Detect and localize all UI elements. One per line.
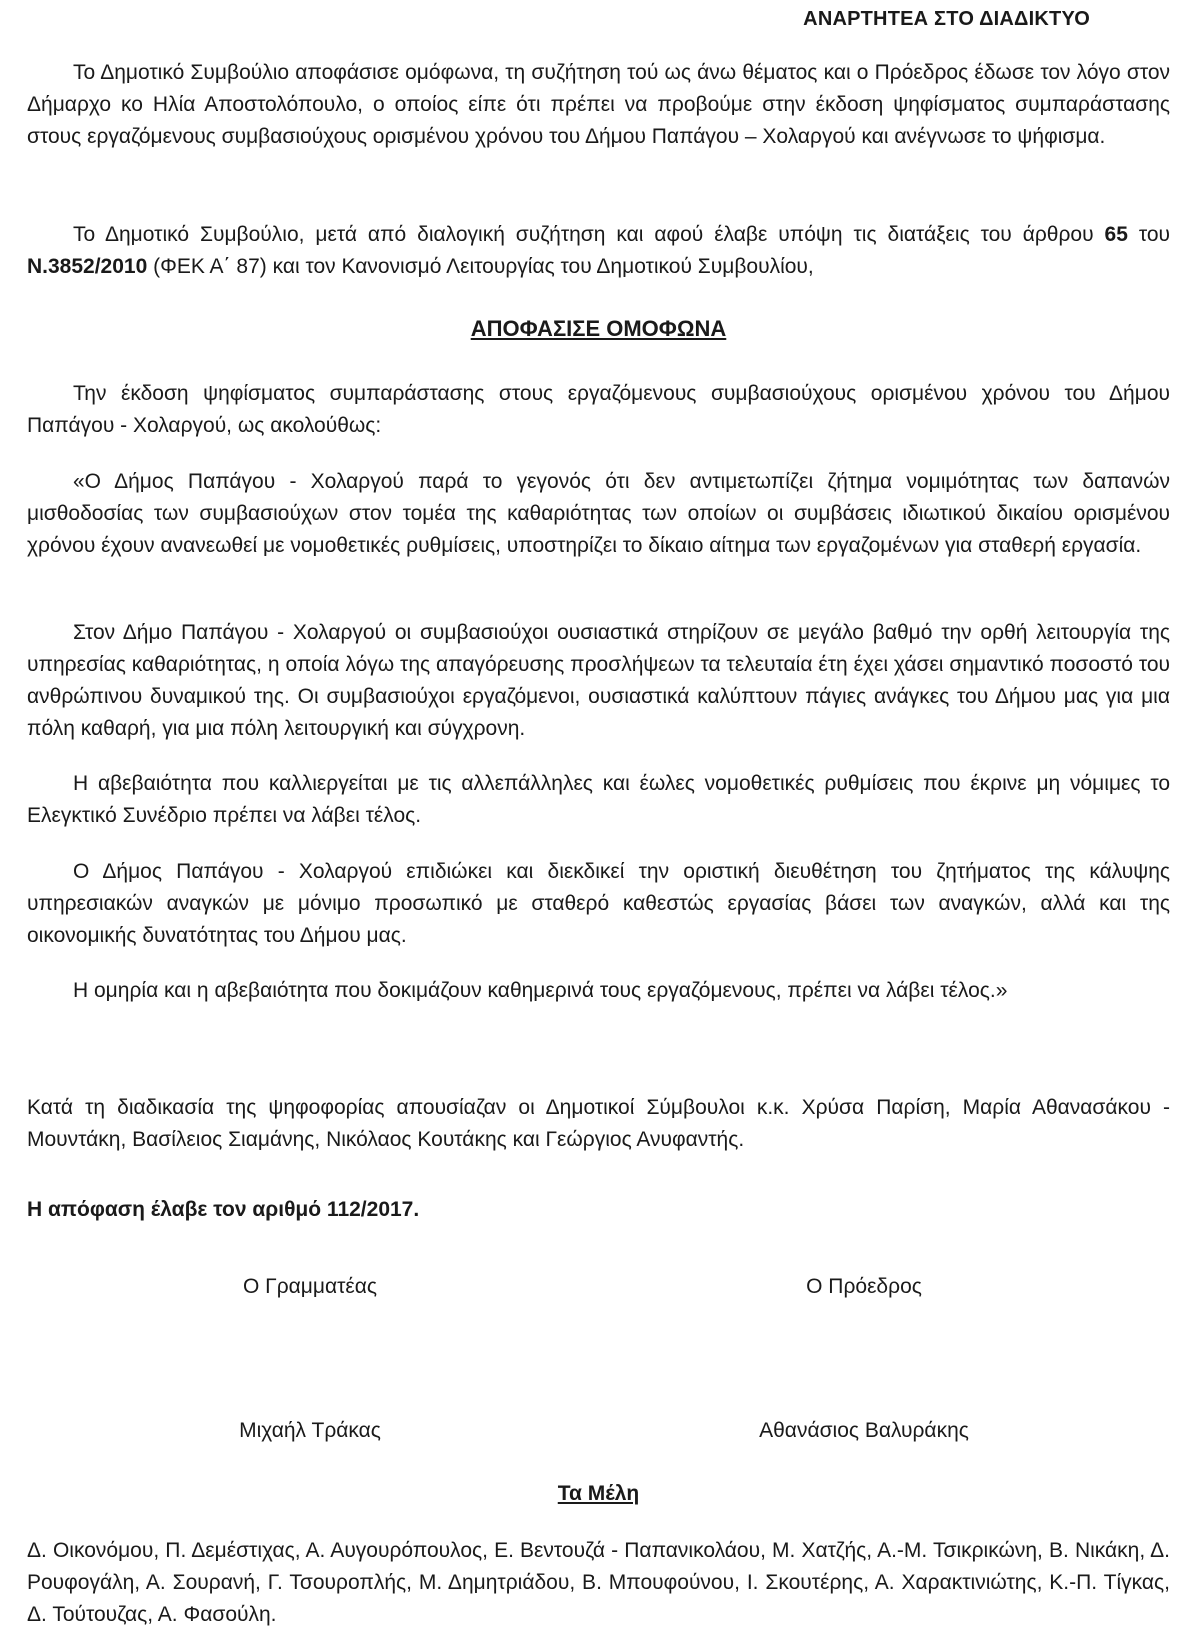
legal-basis-text-c: του	[1127, 223, 1170, 246]
paragraph-resolution-intro: Την έκδοση ψηφίσματος συμπαράστασης στους εργαζόμενους συμβασιούχους ορισμένου χρόνου του Δήμου Παπάγου - Χολαργού, ως ακολούθως:	[27, 382, 1170, 437]
paragraph-resolution-4: Ο Δήμος Παπάγου - Χολαργού επιδιώκει και διεκδικεί την οριστική διευθέτηση του ζητήματος της κάλυψης υπηρεσιακών αναγκών με μόνιμο προσωπικό με σταθερό καθεστώς εργασίας βάσει των αναγκών, αλλά και της οικονομικής δυνατότητας του Δήμου μας.	[27, 860, 1170, 947]
decision-title: ΑΠΟΦΑΣΙΣΕ ΟΜΟΦΩΝΑ	[470, 316, 727, 341]
secretary-name: Μιχαήλ Τράκας	[239, 1419, 381, 1442]
paragraph-legal-basis	[27, 219, 1170, 283]
law-number: Ν.3852/2010	[27, 255, 148, 278]
legal-basis-text-a: Το Δημοτικό Συμβούλιο, μετά από διαλογική συζήτηση και αφού έλαβε υπόψη τις διατάξεις του άρθρου	[73, 223, 1105, 246]
paragraph-resolution-5: Η ομηρία και η αβεβαιότητα που δοκιμάζουν καθημερινά τους εργαζόμενους, πρέπει να λάβει τέλος.»	[73, 979, 1008, 1002]
paragraph-resolution-3: Η αβεβαιότητα που καλλιεργείται με τις αλλεπάλληλες και έωλες νομοθετικές ρυθμίσεις που έκρινε μη νόμιμες το Ελεγκτικό Συνέδριο πρέπει να λάβει τέλος.	[27, 772, 1170, 827]
posting-header: ΑΝΑΡΤΗΤΕΑ ΣΤΟ ΔΙΑΔΙΚΤΥΟ	[803, 8, 1090, 30]
decision-number: Η απόφαση έλαβε τον αριθμό 112/2017.	[27, 1198, 420, 1221]
paragraph-resolution-1: «Ο Δήμος Παπάγου - Χολαργού παρά το γεγονός ότι δεν αντιμετωπίζει ζήτημα νομιμότητας των δαπανών μισθοδοσίας των συμβασιούχων στον τομέα της καθαριότητας των οποίων οι συμβάσεις ιδιωτικού δικαίου ορισμένου χρόνου έχουν ανανεωθεί με νομοθετικές ρυθμίσεις, υποστηρίζει το δίκαιο αίτημα των εργαζομένων για σταθερή εργασία.	[27, 470, 1170, 557]
paragraph-absentees: Κατά τη διαδικασία της ψηφοφορίας απουσίαζαν οι Δημοτικοί Σύμβουλοι κ.κ. Χρύσα Παρίση, Μαρία Αθανασάκου - Μουντάκη, Βασίλειος Σιαμάνης, Νικόλαος Κουτάκης και Γεώργιος Ανυφαντής.	[27, 1096, 1170, 1151]
members-title: Τα Μέλη	[557, 1482, 640, 1505]
paragraph-resolution-2: Στον Δήμο Παπάγου - Χολαργού οι συμβασιούχοι ουσιαστικά στηρίζουν σε μεγάλο βαθμό την ορθή λειτουργία της υπηρεσίας καθαριότητας, η οποία λόγω της απαγόρευσης προσλήψεων τα τελευταία έτη έχει χάσει σημαντικό ποσοστό του ανθρώπινου δυναμικού της. Οι συμβασιούχοι εργαζόμενοι, ουσιαστικά καλύπτουν πάγιες ανάγκες του Δήμου μας για μια πόλη καθαρή, για μια πόλη λειτουργική και σύγχρονη.	[27, 621, 1170, 740]
president-name: Αθανάσιος Βαλυράκης	[759, 1419, 969, 1442]
legal-basis-text-d: (ΦΕΚ Α΄ 87) και τον Κανονισμό Λειτουργίας του Δημοτικού Συμβουλίου,	[147, 255, 814, 278]
members-list: Δ. Οικονόμου, Π. Δεμέστιχας, Α. Αυγουρόπουλος, Ε. Βεντουζά - Παπανικολάου, Μ. Χατζής, Α.-Μ. Τσικρικώνη, Β. Νικάκη, Δ. Ρουφογάλη, Α. Σουρανή, Γ. Τσουροπλής, Μ. Δημητριάδου, Β. Μπουφούνου, Ι. Σκουτέρης, Α. Χαρακτινιώτης, Κ.-Π. Τίγκας, Δ. Τούτουζας, Α. Φασούλη.	[27, 1539, 1170, 1626]
secretary-role: Ο Γραμματέας	[242, 1275, 378, 1298]
paragraph-intro: Το Δημοτικό Συμβούλιο αποφάσισε ομόφωνα, τη συζήτηση τού ως άνω θέματος και ο Πρόεδρος έδωσε τον λόγο στον Δήμαρχο κο Ηλία Αποστολόπουλο, ο οποίος είπε ότι πρέπει να προβούμε στην έκδοση ψηφίσματος συμπαράστασης στους εργαζόμενους συμβασιούχους ορισμένου χρόνου του Δήμου Παπάγου – Χολαργού και ανέγνωσε το ψήφισμα.	[27, 61, 1170, 148]
article-number: 65	[1104, 223, 1128, 246]
president-role: Ο Πρόεδρος	[806, 1275, 922, 1298]
